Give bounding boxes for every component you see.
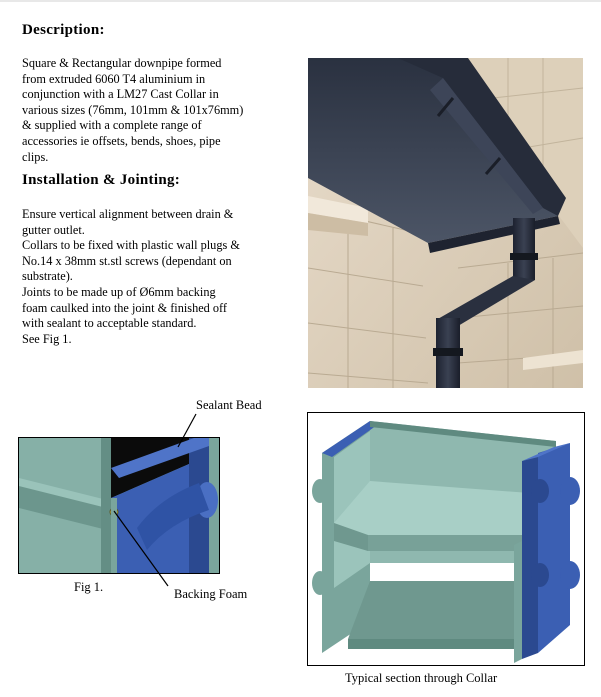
collar-section-diagram: [307, 412, 585, 666]
description-line: & supplied with a complete range of: [22, 118, 202, 133]
description-line: from extruded 6060 T4 aluminium in: [22, 71, 206, 86]
description-heading: Description:: [22, 22, 105, 38]
installation-line: Collars to be fixed with plastic wall plugs &: [22, 238, 240, 253]
fig1-caption: Fig 1.: [74, 580, 104, 594]
fig1-diagram: [18, 437, 220, 574]
installation-text: [22, 207, 297, 347]
installation-line: Joints to be made up of Ø6mm backing: [22, 284, 216, 299]
top-rule: [0, 0, 601, 2]
downpipe-photo: [308, 58, 583, 388]
description-line: conjunction with a LM27 Cast Collar in: [22, 87, 219, 102]
installation-line: No.14 x 38mm st.stl screws (dependant on: [22, 253, 232, 268]
installation-line: foam caulked into the joint & finished off: [22, 300, 228, 315]
description-line: clips.: [22, 149, 49, 164]
installation-line: Ensure vertical alignment between drain &: [22, 207, 234, 221]
installation-line: with sealant to acceptable standard.: [22, 316, 197, 331]
installation-heading: Installation & Jointing:: [22, 172, 181, 188]
sealant-bead-label: Sealant Bead: [196, 398, 262, 412]
description-line: Square & Rectangular downpipe formed: [22, 56, 222, 70]
collar-section-caption: Typical section through Collar: [345, 671, 498, 685]
fig1-joint-illustration: [19, 438, 219, 573]
installation-line: gutter outlet.: [22, 222, 85, 237]
downpipe-photo-illustration: [308, 58, 583, 388]
installation-line: See Fig 1.: [22, 331, 72, 346]
description-line: various sizes (76mm, 101mm & 101x76mm): [22, 102, 244, 117]
installation-line: substrate).: [22, 269, 73, 284]
description-text: [22, 56, 287, 165]
backing-foam-label: Backing Foam: [174, 587, 248, 601]
description-line: accessories ie offsets, bends, shoes, pipe: [22, 133, 221, 148]
collar-section-illustration: [308, 413, 584, 665]
